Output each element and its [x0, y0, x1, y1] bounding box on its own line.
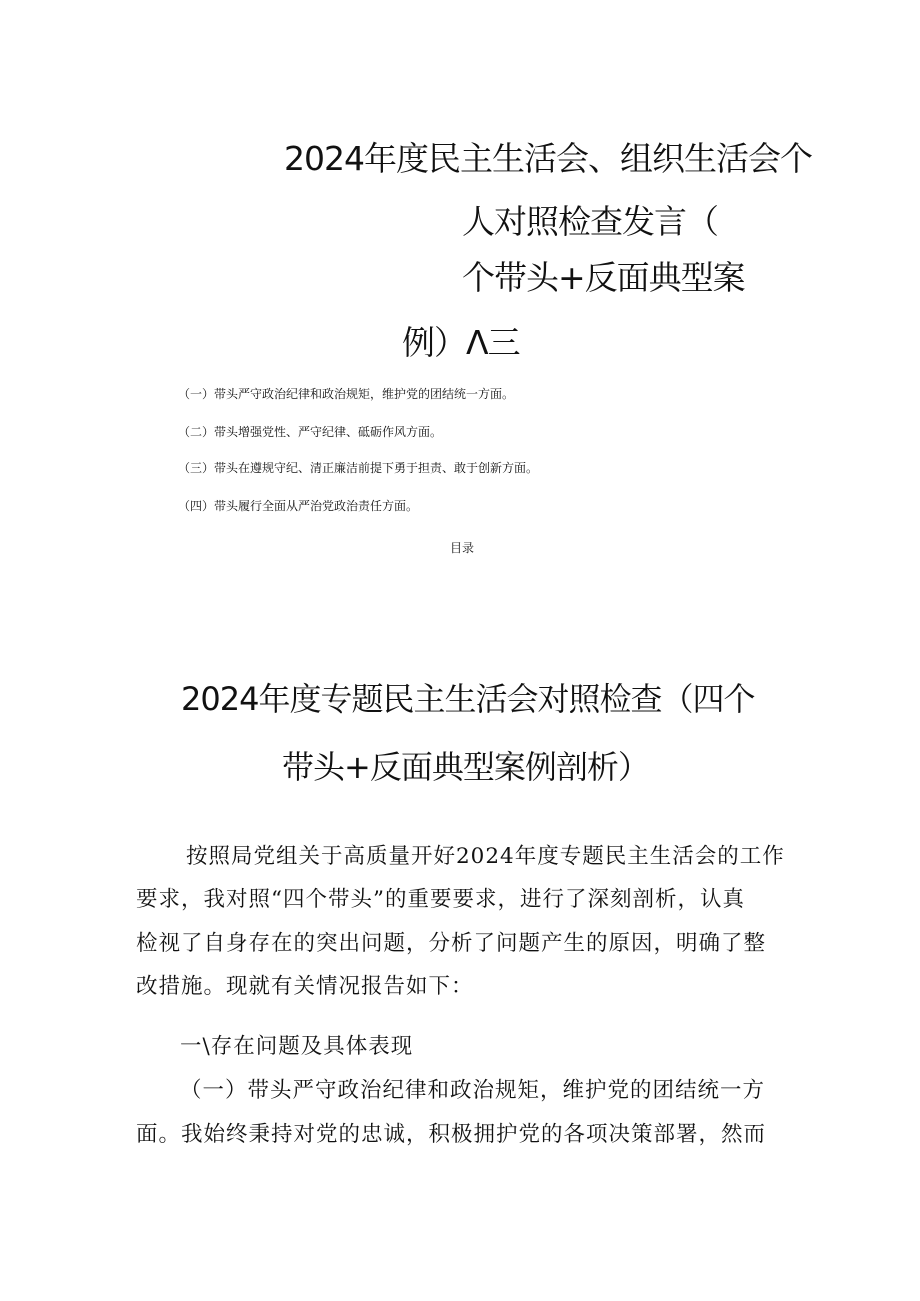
toc-item[interactable]: （三）带头在遵规守纪、清正廉洁前提下勇于担责、敢于创新方面。 [178, 461, 539, 475]
paragraph-line: 要求，我对照“四个带头”的重要要求，进行了深刻剖析，认真 [136, 887, 745, 912]
cover-title-line: 2024年度民主生活会、组织生活会个 [284, 139, 812, 178]
article-title-line: 2024年度专题民主生活会对照检查（四个 [181, 680, 755, 718]
cover-title-line: 例）Λ三 [402, 323, 520, 362]
toc-item[interactable]: （二）带头增强党性、严守纪律、砥砺作风方面。 [178, 425, 443, 439]
paragraph-line: 改措施。现就有关情况报告如下： [136, 974, 474, 999]
cover-title-line: 个带头+反面典型案 [462, 258, 745, 297]
paragraph-line: 按照局党组关于高质量开好2024年度专题民主生活会的工作 [186, 844, 785, 869]
paragraph-line: 面。我始终秉持对党的忠诚，积极拥护党的各项决策部署，然而 [136, 1122, 767, 1147]
section-heading: 一\存在问题及具体表现 [180, 1034, 414, 1059]
toc-item[interactable]: （一）带头严守政治纪律和政治规矩，维护党的团结统一方面。 [178, 387, 515, 401]
toc-label: 目录 [450, 541, 475, 555]
article-title-line: 带头+反面典型案例剖析） [282, 748, 649, 786]
toc-item[interactable]: （四）带头履行全面从严治党政治责任方面。 [178, 499, 419, 513]
paragraph-line: 检视了自身存在的突出问题，分析了问题产生的原因，明确了整 [136, 931, 767, 956]
cover-title-line: 人对照检查发言（ [462, 202, 718, 241]
paragraph-line: （一）带头严守政治纪律和政治规矩，维护党的团结统一方 [180, 1078, 766, 1103]
